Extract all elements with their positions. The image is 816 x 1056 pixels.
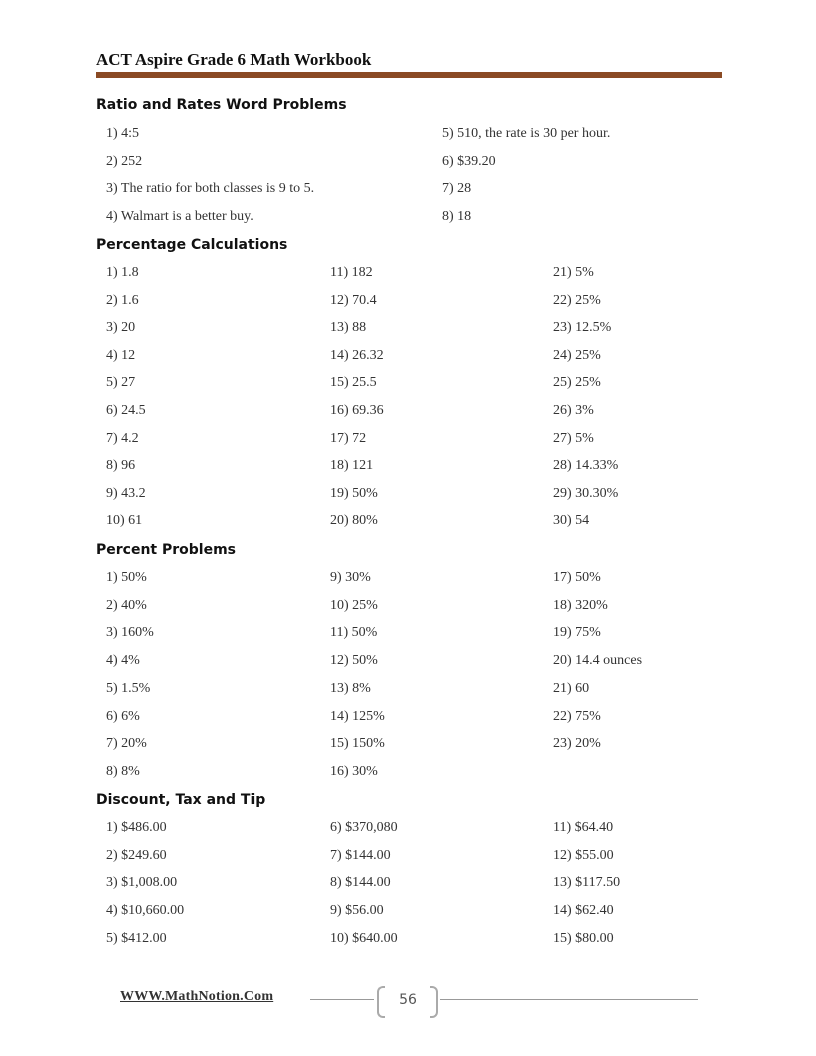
answer-item: 10) 61 [106, 513, 143, 529]
answer-item: 20) 14.4 ounces [553, 653, 643, 669]
answer-item: 7) $144.00 [330, 847, 391, 863]
answer-item: 16) 30% [330, 763, 378, 779]
answer-item: 21) 60 [553, 680, 590, 696]
answer-item: 11) 182 [330, 265, 373, 280]
answer-item: 10) 25% [330, 597, 378, 613]
answer-item: 23) 12.5% [553, 320, 612, 336]
answer-item: 3) 160% [106, 625, 154, 641]
answer-item: 14) $62.40 [553, 903, 614, 919]
answer-item: 8) $144.00 [330, 875, 391, 891]
answer-item: 19) 75% [553, 625, 601, 641]
answer-item: 5) 27 [106, 375, 136, 391]
answer-item: 22) 25% [553, 292, 601, 308]
answer-item: 15) 150% [330, 736, 385, 752]
answer-item: 16) 69.36 [330, 403, 384, 418]
answer-item: 1) 4:5 [106, 126, 140, 141]
answer-item: 25) 25% [553, 375, 601, 391]
answer-item: 8) 96 [106, 458, 136, 474]
answer-item: 26) 3% [553, 403, 594, 418]
answer-item: 7) 4.2 [106, 430, 139, 446]
answer-item: 1) 50% [106, 570, 147, 585]
answer-item: 29) 30.30% [553, 485, 619, 501]
answer-item: 15) $80.00 [553, 930, 614, 946]
answer-item: 15) 25.5 [330, 375, 377, 391]
answer-item: 2) 1.6 [106, 292, 139, 308]
answer-item: 5) $412.00 [106, 930, 167, 946]
answer-item: 6) $39.20 [442, 153, 496, 169]
answer-item: 7) 20% [106, 736, 147, 752]
answer-item: 23) 20% [553, 736, 601, 752]
answer-item: 4) 4% [106, 653, 140, 669]
answer-item: 12) 50% [330, 653, 378, 669]
answer-item: 18) 121 [330, 458, 374, 474]
answer-item: 27) 5% [553, 430, 594, 446]
answer-item: 17) 50% [553, 570, 601, 585]
answer-item: 9) 30% [330, 570, 371, 585]
answer-item: 21) 5% [553, 265, 594, 280]
book-title: ACT Aspire Grade 6 Math Workbook [96, 50, 372, 69]
answer-item: 13) 88 [330, 320, 367, 336]
answer-item: 3) The ratio for both classes is 9 to 5. [106, 181, 315, 197]
answer-item: 12) 70.4 [330, 292, 377, 308]
answer-item: 9) 43.2 [106, 485, 146, 501]
answer-item: 6) 24.5 [106, 403, 146, 418]
answer-item: 17) 72 [330, 430, 367, 446]
answer-item: 28) 14.33% [553, 458, 619, 474]
answer-item: 3) 20 [106, 320, 136, 336]
answer-item: 4) Walmart is a better buy. [106, 209, 254, 225]
answer-item: 1) $486.00 [106, 820, 167, 835]
answer-item: 13) $117.50 [553, 875, 621, 891]
answer-item: 11) $64.40 [553, 820, 614, 835]
answer-item: 6) $370,080 [330, 820, 398, 835]
answer-item: 5) 1.5% [106, 680, 151, 696]
answer-item: 2) 40% [106, 597, 147, 613]
title-rule [96, 72, 722, 78]
answer-item: 8) 18 [442, 209, 472, 225]
footer-rule-right [440, 999, 698, 1000]
answer-item: 4) $10,660.00 [106, 903, 185, 919]
footer-rule-left [310, 999, 374, 1000]
page-number: 56 [399, 992, 417, 1008]
answer-item: 4) 12 [106, 347, 136, 363]
answer-item: 10) $640.00 [330, 930, 398, 946]
footer-website: WWW.MathNotion.Com [120, 989, 274, 1004]
section-heading: Percentage Calculations [96, 237, 288, 253]
answer-item: 5) 510, the rate is 30 per hour. [442, 126, 611, 141]
answer-item: 7) 28 [442, 181, 472, 197]
page-bracket-left [377, 986, 385, 1018]
answer-item: 14) 26.32 [330, 347, 384, 363]
answer-item: 8) 8% [106, 763, 140, 779]
answer-item: 30) 54 [553, 513, 590, 529]
section-heading: Percent Problems [96, 542, 237, 558]
section-heading: Discount, Tax and Tip [96, 792, 266, 808]
answer-item: 14) 125% [330, 708, 385, 724]
page-bracket-right [430, 986, 438, 1018]
section-heading: Ratio and Rates Word Problems [96, 97, 347, 113]
answer-item: 2) 252 [106, 153, 143, 169]
answer-item: 18) 320% [553, 597, 608, 613]
answer-item: 20) 80% [330, 513, 378, 529]
answer-item: 9) $56.00 [330, 903, 384, 919]
answer-item: 13) 8% [330, 680, 371, 696]
answer-item: 3) $1,008.00 [106, 875, 178, 891]
answer-item: 1) 1.8 [106, 265, 139, 280]
answer-item: 24) 25% [553, 347, 601, 363]
answer-item: 22) 75% [553, 708, 601, 724]
answer-item: 6) 6% [106, 708, 140, 724]
answer-item: 19) 50% [330, 485, 378, 501]
answer-item: 11) 50% [330, 625, 378, 641]
answer-item: 2) $249.60 [106, 847, 167, 863]
answer-item: 12) $55.00 [553, 847, 614, 863]
